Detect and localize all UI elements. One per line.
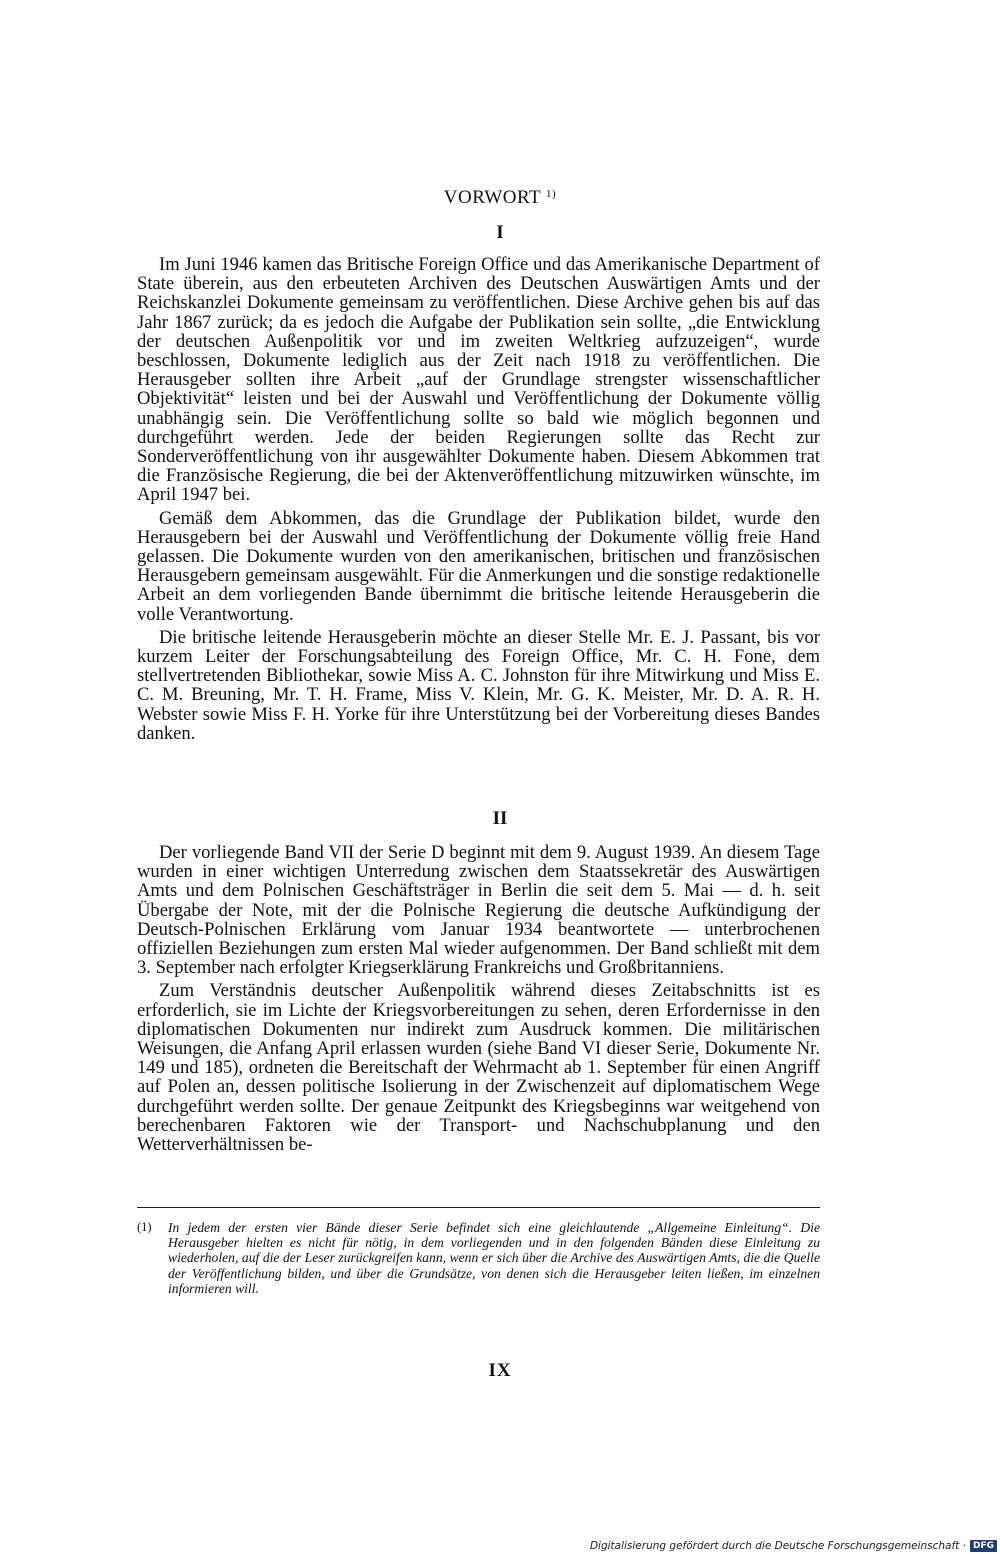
paragraph: Im Juni 1946 kamen das Britische Foreign Office und das Amerikanische Department of State überein, aus den erbeuteten Archiven des Deutschen Auswärtigen Amts und der Reichskanzlei Dokumente gemeinsam zu veröffentlichen. Diese Archive gehen bis auf das Jahr 1867 zurück; da es jedoch die Aufgabe der Publikation sein sollte, „die Entwicklung der deutschen Außenpolitik vor und im zweiten Weltkrieg aufzuzeigen“, wurde beschlossen, Dokumente lediglich aus der Zeit nach 1918 zu veröffentlichen. Die Herausgeber sollten ihre Arbeit „auf der Grundlage strengster wissenschaftlicher Objektivität“ leisten und bei der Auswahl und Veröffentlichung der Dokumente völlig unabhängig sein. Die Veröffentlichung sollte so bald wie möglich begonnen und durchgeführt werden. Jede der beiden Regierungen sollte das Recht zur Sonderveröffentlichung von ihr ausgewählter Dokumente haben. Diesem Abkommen trat die Französische Regierung, die bei der Aktenveröffentlichung mitzuwirken wünschte, im April 1947 bei. [137,254,820,506]
page-number: IX [488,1360,512,1381]
section-number-2: II [492,808,508,829]
footnote-divider [137,1207,820,1208]
digitization-credit [590,1538,1000,1554]
section-number-1: I [496,222,504,243]
footnote-reference: 1) [546,188,557,200]
paragraph: Zum Verständnis deutscher Außenpolitik während dieses Zeitabschnitts ist es erforderlich, sie im Lichte der Kriegsvorbereitungen zu sehen, deren Erfordernisse in den diplomatischen Dokumenten nur indirekt zum Ausdruck kommen. Die militärischen Weisungen, die Anfang April erlassen wurden (siehe Band VI dieser Serie, Dokumente Nr. 149 und 185), ordneten die Bereitschaft der Wehrmacht ab 1. September für einen Angriff auf Polen an, dessen politische Isolierung in der Zwischenzeit auf diplomatischem Wege durchgeführt werden sollte. Der genaue Zeitpunkt des Kriegsbeginns war weitgehend von berechenbaren Faktoren wie der Transport- und Nachschubplanung und den Wetterverhältnissen be- [137,980,820,1156]
footnote [137,1220,820,1296]
credit-text: Digitalisierung gefördert durch die Deutsche Forschungsgemeinschaft · [589,1540,966,1552]
page-heading [0,187,1000,209]
paragraph: Die britische leitende Herausgeberin möchte an dieser Stelle Mr. E. J. Passant, bis vor kurzem Leiter der Forschungsabteilung des Foreign Office, Mr. C. H. Fone, dem stellvertretenden Bibliothekar, sowie Miss A. C. Johnston für ihre Mitwirkung und Miss E. C. M. Breuning, Mr. T. H. Frame, Miss V. Klein, Mr. G. K. Meister, Mr. D. A. R. H. Webster sowie Miss F. H. Yorke für ihre Unterstützung bei der Vorbereitung dieses Bandes danken. [137,626,820,744]
heading-title: VORWORT [443,187,541,208]
footnote-mark: (1) [137,1220,152,1234]
section-1-body [137,255,820,747]
paragraph: Der vorliegende Band VII der Serie D beginnt mit dem 9. August 1939. An diesem Tage wurden in einer wichtigen Unterredung zwischen dem Staatssekretär des Auswärtigen Amts und dem Polnischen Geschäftsträger in Berlin die seit dem 5. Mai — d. h. seit Übergabe der Note, mit der die Polnische Regierung die deutsche Aufkündigung der Deutsch-Polnischen Erklärung vom Januar 1934 beantwortete — unterbrochenen offiziellen Beziehungen zum ersten Mal wieder aufgenommen. Der Band schließt mit dem 3. September nach erfolgter Kriegserklärung Frankreichs und Großbritanniens. [137,842,820,979]
section-2-body [137,843,820,1158]
dfg-logo-icon: DFG [970,1540,997,1552]
footnote-text: In jedem der ersten vier Bände dieser Serie befindet sich eine gleichlautende „Allgemeine Einleitung“. Die Herausgeber hielten es nicht für nötig, in dem vorliegenden und in den folgenden Bänden diese Einleitung zu wiederholen, auf die der Leser zurückgreifen kann, wenn er sich über die Archive des Auswärtigen Amts, die die Quelle der Veröffentlichung bilden, und über die Grundsätze, von denen sich die Herausgeber leiten ließen, im einzelnen informieren will. [168,1220,820,1296]
paragraph: Gemäß dem Abkommen, das die Grundlage der Publikation bildet, wurde den Herausgebern bei der Auswahl und Veröffentlichung der Dokumente völlig freie Hand gelassen. Die Dokumente wurden von den amerikanischen, britischen und französischen Herausgebern gemeinsam ausgewählt. Für die Anmerkungen und die sonstige redaktionelle Arbeit an dem vorliegenden Bande übernimmt die britische leitende Herausgeberin die volle Verantwortung. [137,507,820,625]
